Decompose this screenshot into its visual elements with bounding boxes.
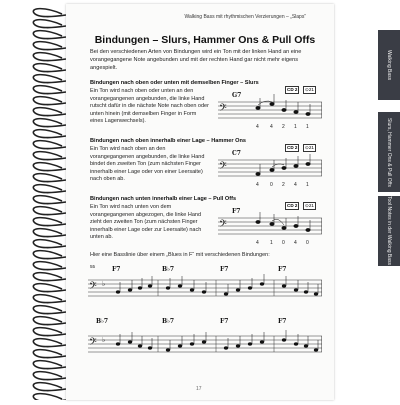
spiral-coil — [33, 174, 66, 182]
fingering-4: 1 — [294, 124, 297, 130]
section-text-pull-offs: Ein Ton wird nach unten von dem vorangegangenen abgezogen, die linke Hand zieht den zweiten Ton (zum nächsten Finger innerhalb einer Lage oder zur Leersaite) nach unten ab. — [90, 204, 202, 241]
side-tab-label: Walking Bass — [386, 49, 392, 81]
fingering-2: 4 — [270, 124, 273, 130]
spiral-coil — [33, 86, 66, 94]
spiral-coil — [33, 218, 66, 226]
spiral-coil — [33, 339, 66, 347]
spiral-coil — [33, 328, 66, 336]
notes — [256, 94, 310, 116]
section-text-slurs: Ein Ton wird nach oben oder unten an den vorangegangenen angebunden, die linke Hand rutscht dafür in die nächste Note nach oben oder unten hinein (mit demselben Finger in Form eines Lagenwechsels). — [90, 88, 209, 125]
chord-symbol: F7 — [278, 266, 287, 273]
bass-clef-icon: 𝄢 — [89, 280, 97, 294]
music-staff-hammer-ons — [218, 154, 322, 180]
spiral-coil — [33, 284, 66, 292]
fingering-3: 2 — [282, 124, 285, 130]
spiral-coil — [33, 306, 66, 314]
fingering-4: 4 — [294, 240, 297, 246]
cd-badge: CD 2 — [287, 145, 298, 150]
side-tab-slurs — [378, 112, 400, 192]
chord-symbol: F7 — [220, 266, 229, 273]
fingering-3: 0 — [282, 240, 285, 246]
spiral-binding — [0, 0, 66, 400]
bass-clef-icon: 𝄢 — [89, 336, 97, 350]
flat-icon: ♭ — [102, 281, 106, 288]
section-text-hammer-ons: Ein Ton wird nach oben an den vorangegangenen angebunden, die linke Hand bindet den zweiten Ton (zum nächsten Finger innerhalb einer Lage oder von einer Leersaite) nach oben ab. — [90, 146, 205, 183]
spiral-coil — [33, 97, 66, 105]
blues-staff-line-2 — [88, 330, 322, 358]
spiral-coil — [33, 383, 66, 391]
track-badge: ⊙21 — [305, 145, 314, 150]
fingering-1: 4 — [256, 182, 259, 188]
spiral-coil — [33, 229, 66, 237]
spiral-coil — [33, 372, 66, 380]
chord-symbol: B♭7 — [96, 318, 109, 325]
spiral-coil — [33, 185, 66, 193]
spiral-coil — [33, 317, 66, 325]
chord-symbol: G7 — [232, 92, 242, 99]
chord-symbol: B♭7 — [162, 266, 175, 273]
page-title: Bindungen – Slurs, Hammer Ons & Pull Offs — [94, 34, 316, 46]
spiral-coil — [33, 295, 66, 303]
spiral-coil — [33, 64, 66, 72]
fingering-1: 4 — [256, 124, 259, 130]
cd-badge: CD 2 — [287, 87, 298, 92]
fingering-5: 1 — [306, 182, 309, 188]
side-tab-label: Slurs, Hammer Ons & Pull Offs — [386, 117, 392, 187]
side-tab-tool-notes — [378, 196, 400, 266]
section-heading-slurs: Bindungen nach oben oder unten mit demselben Finger – Slurs — [90, 80, 259, 86]
spiral-coil — [33, 361, 66, 369]
spiral-coil — [33, 130, 66, 138]
music-staff-pull-offs — [218, 212, 322, 238]
chord-symbol: B♭7 — [162, 318, 175, 325]
bass-clef-icon: 𝄢 — [219, 218, 227, 232]
spiral-coil — [33, 207, 66, 215]
cd-badge: CD 2 — [287, 203, 298, 208]
intro-paragraph: Bei den verschiedenen Arten von Bindungen wird ein Ton mit der linken Hand an eine vorangegangene Note angebunden und mit der rechten Hand gar nicht mehr eigens angespielt. — [90, 49, 302, 71]
spiral-coil — [33, 119, 66, 127]
spiral-coil — [33, 9, 66, 17]
spiral-coil — [33, 152, 66, 160]
track-badge: ⊙21 — [305, 87, 314, 92]
blues-staff-line-1 — [88, 274, 322, 302]
spiral-coil — [33, 251, 66, 259]
spiral-coil — [33, 262, 66, 270]
chord-symbol: F7 — [278, 318, 287, 325]
spiral-coils — [0, 0, 66, 400]
bass-clef-icon: 𝄢 — [219, 102, 227, 116]
fingering-2: 1 — [270, 240, 273, 246]
chord-symbol: F7 — [112, 266, 121, 273]
bar-number: 55 — [90, 264, 96, 269]
flat-icon: ♭ — [102, 337, 106, 344]
spiral-coil — [33, 31, 66, 39]
fingering-5: 1 — [306, 124, 309, 130]
spiral-coil — [33, 108, 66, 116]
spiral-coil — [33, 75, 66, 83]
track-badge: ⊙21 — [305, 203, 314, 208]
running-header: Walking Bass mit rhythmischen Verzierungen – „Slaps“ — [184, 14, 306, 20]
spiral-coil — [33, 53, 66, 61]
spiral-coil — [33, 394, 66, 400]
blues-intro-text: Hier eine Basslinie über einem „Blues in F“ mit verschiedenen Bindungen: — [90, 252, 270, 258]
page-number: 17 — [196, 386, 202, 392]
spiral-coil — [33, 350, 66, 358]
spiral-coil — [33, 240, 66, 248]
fingering-2: 0 — [270, 182, 273, 188]
side-tab-label: Tool Notes in der Walking Bass — [386, 196, 392, 266]
spiral-coil — [33, 141, 66, 149]
spiral-coil — [33, 163, 66, 171]
section-heading-pull-offs: Bindungen nach unten innerhalb einer Lage – Pull Offs — [90, 196, 237, 202]
fingering-1: 4 — [256, 240, 259, 246]
spiral-coil — [33, 196, 66, 204]
spiral-coil — [33, 273, 66, 281]
chord-symbol: F7 — [232, 208, 241, 215]
section-heading-hammer-ons: Bindungen nach oben innerhalb einer Lage – Hammer Ons — [90, 138, 247, 144]
music-staff-slurs — [218, 96, 322, 122]
chord-symbol: F7 — [220, 318, 229, 325]
spiral-coil — [33, 20, 66, 28]
chord-symbol: C7 — [232, 150, 241, 157]
fingering-5: 0 — [306, 240, 309, 246]
bass-clef-icon: 𝄢 — [219, 160, 227, 174]
side-tab-walking-bass — [378, 30, 400, 100]
spiral-coil — [33, 42, 66, 50]
fingering-3: 2 — [282, 182, 285, 188]
fingering-4: 4 — [294, 182, 297, 188]
